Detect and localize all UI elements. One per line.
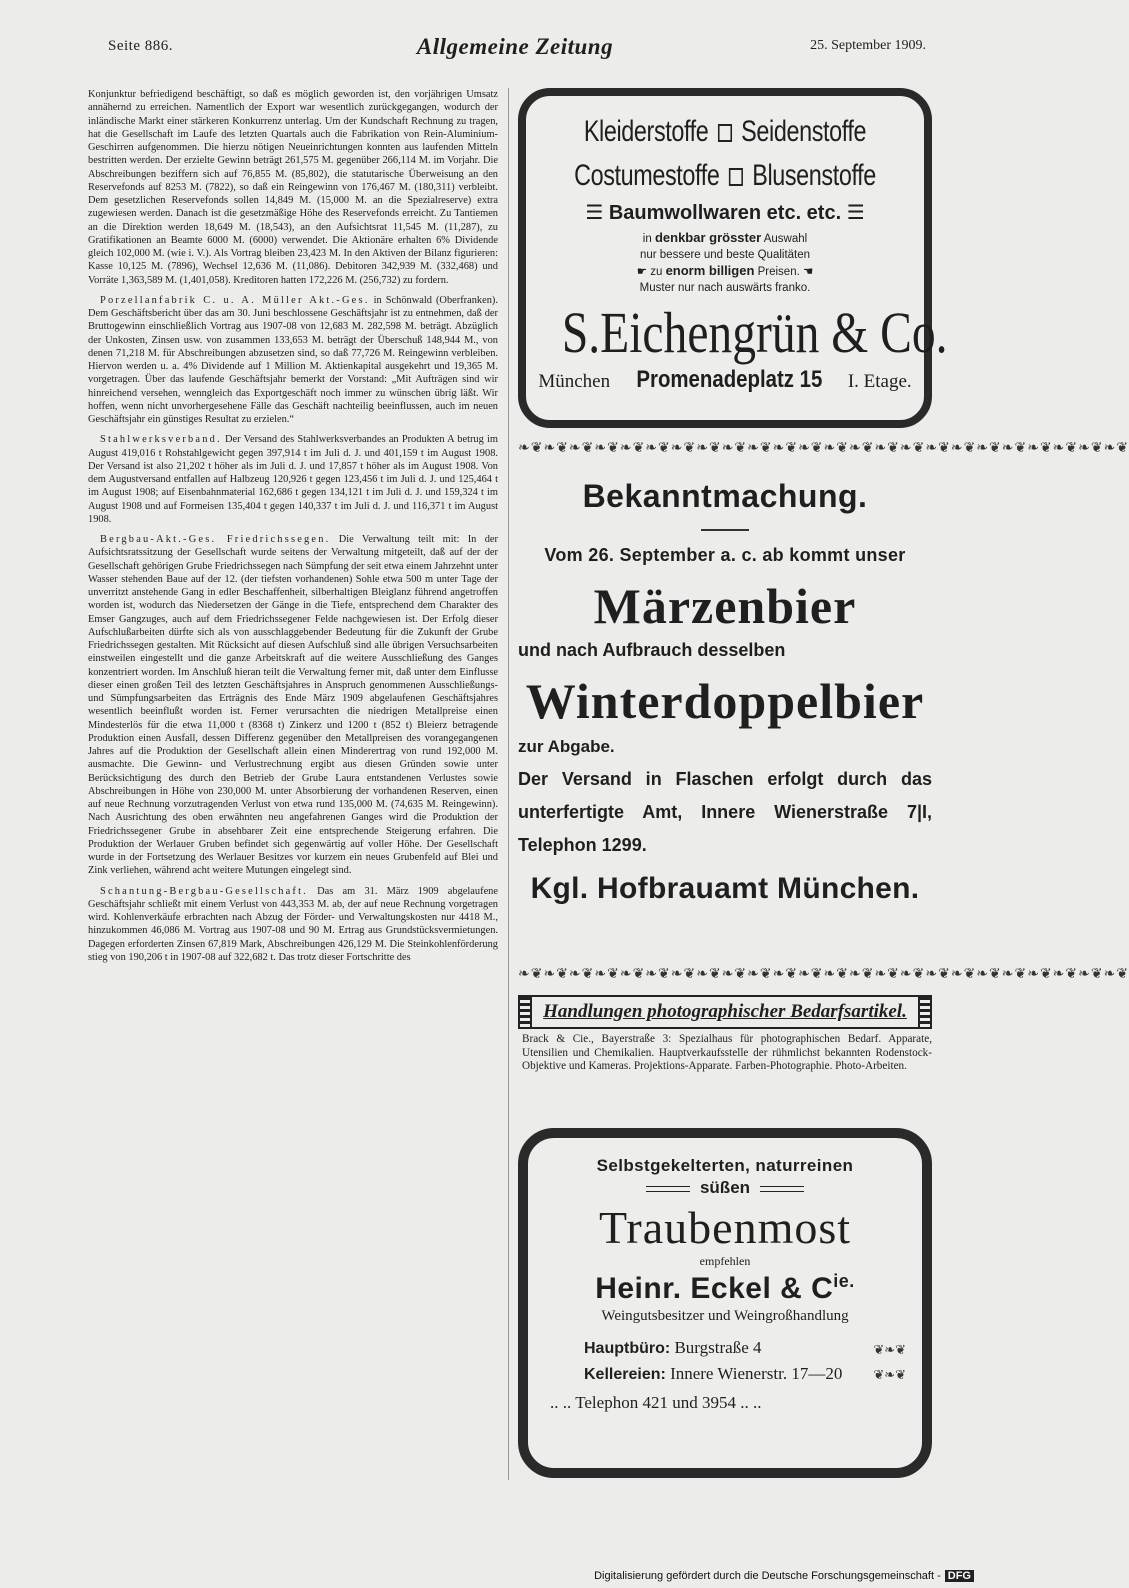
listing-title: Handlungen photographischer Bedarfsartikel. [543,1001,907,1022]
article-text: Der Versand des Stahlwerksverbandes an Produkten A betrug im August 419,016 t Rohstahlgewicht gegen 397,914 t im Juli d. J. und 401,159 t im August 1908. Der Versand ist also 21,202 t höher als im Juli d. J. und 17,857 t höher als im August 1908. Von dem Augustversand entfallen auf Halbzeug 120,926 t gegen 123,456 t im Juli d. J. und 125,464 t im August 1908; auf Eisenbahnmaterial 162,686 t gegen 134,121 t im Juli d. J. und 159,324 t im August 1908 und auf Formeisen 135,404 t gegen 140,337 t im Juli d. J. und 116,371 t im August 1908. [88,434,498,525]
ad-text: ie. [833,1271,855,1291]
address-row [584,1335,922,1361]
ad-text: Vom 26. September a. c. ab kommt unser [544,545,906,565]
ad-row [570,110,880,154]
ad-text: I. Etage. [847,371,912,392]
ad-row [526,230,924,247]
issue-date: 25. September 1909. [810,38,926,53]
ad-text: Hauptbüro: [584,1340,671,1357]
article-text: Die Verwaltung teilt mit: In der Aufsichtsratssitzung der Gesellschaft wurde seitens der Verwaltung mitgeteilt, daß auf der der Gesellschaft gehörigen Grube Friedrichssegen nach Sümpfung der seit etwa einem Jahrzehnt unter Wasser stehenden Baue auf der 12. (der tiefsten vorhandenen) Sohle etwa 500 m unter Tage der unverritzt anstehende Gang in edler Beschaffenheit, silberhaltigen Bleiglanz führend angetroffen worden ist, wodurch das Niedersetzen der Gänge in die Tiefe, entsprechend dem Charakter des Emser Gangzuges, auch auf dem Friedrichssegener Felde nachgewiesen ist. Der Erfolg dieser Aufschlußarbeiten dürfte sich als von ausschlaggebender Bedeutung für die Zukunft der Grube Friedrichssegen gestalten. Mit Rücksicht auf diesen Aufschluß sind alle übrigen Versuchsarbeiten einstweilen eingestellt und die ganze Arbeitskraft auf die weitere Ausschließung des Ganges konzentriert worden. Im Anschluß hieran teilt die Verwaltung ferner mit, daß unter dem Einflusse dieser einen großen Teil des letzten Geschäftsjahres in Anspruch genommenen Ausschließungs- und Sümpfungsarbeiten das Erträgnis des Ende März 1909 abgelaufenen Geschäftsjahres wesentlich beeinflußt worden ist. Ferner verursachten die niedrigen Metallpreise einen Mindesterlös für die etwa 11,000 t (8368 t) Zinkerz und 1200 t (852 t) Bleierz betragende Produktion einen Ausfall, dessen Differenz gegenüber den Metallpreisen des vorangegangenen Jahres auf die Produktion der Gesellschaft allein einen Minderertrag von rund 192,000 M. ausmachte. Die Gewinn- und Verlustrechnung ergibt aus diesen Gründen sowie unter Berücksichtigung des durch den Betrieb der Grube Laura entstandenen Verlustes sowie Abschreibungen in Höhe von 230,000 M. unter Absorbierung der vorhandenen Reserven, einen auf neue Rechnung vorzutragenden Verlust von etwa rund 135,000 M. (74,635 M. Reingewinn). Nach Ausrichtung des oben erwähnten neu angefahrenen Ganges wird die Produktion der Friedrichssegener Grube in absehbarer Zeit eine entsprechende Steigerung erfahren. Die Produktion der Werlauer Gruben befindet sich gegenwärtig auf voller Höhe. Der Gesellschaft wurde in der Fortsetzung des Werlauer Besitzes vor kurzem ein neues Grubenfeld auf Blei und Zink verliehen, während acht weitere Mutungen eingelegt sind. [88,534,499,877]
ad-text: Der Versand in Flaschen erfolgt durch das unterfertigte Amt, Innere Wienerstraße 7|I, Telephon 1299. [518,769,932,855]
phone-line: .. .. Telephon 421 und 3954 .. .. [550,1393,762,1412]
divider [701,529,749,531]
double-rule-icon [760,1186,804,1192]
ad-text: Burgstraße 4 [674,1338,762,1357]
square-bullet-icon [718,124,732,142]
ad-text: süßen [699,1178,751,1197]
article-paragraph [88,294,498,427]
ad-text: München [538,371,611,392]
article-paragraph [88,885,498,965]
ad-text: enorm billigen [665,263,755,278]
digitization-footer [594,1570,974,1582]
ad-row [528,1178,922,1198]
column-divider [508,88,509,1480]
bar-ornament-icon [918,997,930,1027]
ornament-divider-icon: ❧❦❧❦❧❦❧❦❧❦❧❦❧❦❧❦❧❦❧❦❧❦❧❦❧❦❧❦❧❦❧❦❧❦❧❦❧❦❧❦❧❦❧❦❧❦❧❦ [518,440,1129,456]
newspaper-title: Allgemeine Zeitung [416,34,614,59]
ad-text: Costumestoffe [574,159,720,192]
page-number: Seite 886. [108,38,173,54]
article-lead: Stahlwerksverband. [100,434,222,446]
ad-text: Seidenstoffe [741,115,867,148]
photo-supplies-listing [518,995,932,1105]
eichengruen-ad [518,88,948,428]
article-text: Das am 31. März 1909 abgelaufene Geschäftsjahr schließt mit einem Verlust von 443,353 M. ab, der auf neue Rechnung vorgetragen wird. Kohlenverkäufe erbrachten nach Abzug der Förder- und Verwaltungskosten nur 4418 M., hinzukommen 46,086 M. Vortrag aus 1907-08 und 90 M. Ertrag aus Grundstücksvermietungen. Dagegen erforderten Zinsen 67,819 Mark, Abschreibungen 426,129 M. Die Steinkohlenförderung stieg von 190,206 t in 1907-08 auf 322,682 t. Das trotz dieser Fortschritte des [88,885,498,963]
eckel-ad [518,1128,932,1478]
ad-text: denkbar grösster [654,230,762,245]
ad-text: und nach Aufbrauch desselben [518,640,786,660]
ad-text: Kleiderstoffe [583,115,709,148]
ad-text: Preisen. [757,266,800,278]
double-rule-icon [646,1186,690,1192]
notice-signature: Kgl. Hofbrauamt München. [530,872,920,905]
article-lead: Porzellanfabrik C. u. A. Müller Akt.-Ges. [100,294,370,306]
square-bullet-icon [729,168,743,186]
address [526,366,924,396]
firm-name: S.Eichengrün & Co. [561,300,948,365]
ad-text: nur bessere und beste Qualitäten [639,249,811,261]
article-lead: Schantung-Bergbau-Gesellschaft. [100,885,308,897]
pointing-hand-icon: ☛ [636,266,651,278]
bar-ornament-icon [520,997,532,1027]
article-paragraph [88,433,498,526]
hofbrauamt-notice [518,470,932,960]
ornament-divider-icon: ❧❦❧❦❧❦❧❦❧❦❧❦❧❦❧❦❧❦❧❦❧❦❧❦❧❦❧❦❧❦❧❦❧❦❧❦❧❦❧❦❧❦❧❦❧❦❧❦ [518,966,1129,982]
ad-row [526,263,924,280]
triple-bar-icon: ☰ [841,202,865,224]
dfg-logo: DFG [945,1570,974,1582]
article-column [88,88,498,1480]
ad-text: Muster nur nach auswärts franko. [639,282,811,294]
footer-text: Digitalisierung gefördert durch die Deutsche Forschungsgemeinschaft - [594,1570,941,1582]
ad-text: Blusenstoffe [752,159,876,192]
beer-name: Märzenbier [593,578,857,634]
pointing-hand-icon: ☚ [799,266,814,278]
product-name: Traubenmost [598,1202,852,1253]
listing-text: Brack & Cie., Bayerstraße 3: Spezialhaus für photographischen Bedarf. Apparate, Utensilien und Chemikalien. Hauptverkaufsstelle der rühmlichst bekannten Rodenstock-Objektive und Kameras. Projektions-Apparate. Farben-Photographie. Photo-Arbeiten. [522,1033,932,1072]
ornament-icon: ❦❧❦ ❦❧❦ [873,1342,906,1382]
address-row [584,1361,922,1387]
article-paragraph [88,533,498,878]
ad-text: Selbstgekelterten, naturreinen [596,1156,854,1175]
ad-text: Baumwollwaren etc. etc. [608,202,842,224]
listing-header [518,995,932,1029]
article-lead: Bergbau-Akt.-Ges. Friedrichssegen. [100,534,331,545]
article-paragraph: Konjunktur befriedigend beschäftigt, so daß es möglich geworden ist, den vorjährigen Umsatz annähernd zu erreichen. Namentlich der Export war wesentlich zurückgegangen, wodurch der inländische Markt einer stärkeren Konkurrenz unterlag. Um der Kundschaft Rechnung zu tragen, hat die Gesellschaft im Laufe des letzten Quartals auch die Fabrikation von Rein-Aluminium-Geschirren aufgenommen. Die hierzu nötigen Neueinrichtungen konnten aus laufenden Mitteln bestritten werden. Der erzielte Gewinn beträgt 261,575 M. gegenüber 266,114 M. im Vorjahr. Die Abschreibungen beziffern sich auf 76,855 M. (85,802), die statutarische Überweisung an den Reservefonds auf 8253 M. (7822), so daß ein Reingewinn von 176,467 M. (180,311) verbleibt. Dem gesetzlichen Reservefonds sollen 14,849 M. (15,000 M. an die Spezialreserve) extra zugewiesen werden. Danach ist die gesetzmäßige Höhe des Reservefonds erreicht. Zu Tantiemen an die Direktion werden 18,649 M. (18,543), an den Aufsichtsrat 11,545 M. (11,287), zu Gratifikationen an Beamte 6000 M. (6000) verwendet. Die Aktionäre erhalten 6% Dividende gleich 102,000 M. (wie i. V.). Als Vortrag bleiben 23,423 M. In den Aktiven der Bilanz figurieren: Kasse 10,125 M. (7896), Wechsel 12,636 M. (11,086). Debitoren 342,939 M. (332,468) und Vorräte 1,363,589 M. (1,401,058). Kreditoren hatten 172,226 M. (256,732) zu fordern. [88,89,498,286]
article-text: in Schönwald (Oberfranken). Dem Geschäftsbericht über das am 30. Juni beschlossene Geschäftsjahr ist zu entnehmen, daß der Bruttogewinn einschließlich Vortrag aus 1907-08 von 12,683 M. 282,598 M. beträgt. Abzüglich der Unkosten, Zinsen usw. von zusammen 133,653 M. beträgt der Überschuß 148,944 M., von denen 71,218 M. für Abschreibungen abzusetzen sind, so daß 77,726 M. Reingewinn verbleiben. Hiervon werden u. a. 4% Dividende auf 1 Million M. Aktienkapital ausgekehrt und 19,365 M. vorgetragen. Über das laufende Geschäftsjahr bemerkt der Vorstand: „Mit Aufträgen sind wir hinreichend versehen, wenngleich das Exportgeschäft noch immer zu wünschen übrig läßt. Wir hoffen, wenn nicht unvorhergesehene Fälle das Geschäft nachteilig beeinflussen, auch im neuen Geschäftsjahr ein günstiges Resultat zu erzielen.“ [88,294,498,425]
notice-heading: Bekanntmachung. [582,478,868,514]
ad-text: zu [650,266,663,278]
ad-text: empfehlen [699,1254,751,1268]
ad-text: Innere Wienerstr. 17—20 [670,1364,843,1383]
ad-text: Weingutsbesitzer und Weingroßhandlung [601,1308,849,1324]
ad-text: Kellereien: [584,1366,666,1383]
firm-name [528,1271,922,1306]
ad-row [570,154,880,198]
ad-text: Auswahl [763,233,808,245]
page-header [100,34,930,66]
ad-row [526,200,924,226]
ad-text: zur Abgabe. [518,737,615,756]
ad-text: in [642,233,652,245]
address-block [528,1335,922,1387]
ad-text: Promenadeplatz 15 [636,366,822,393]
ad-text: Heinr. Eckel & C [595,1272,834,1305]
triple-bar-icon: ☰ [585,202,609,224]
beer-name: Winterdoppelbier [525,673,925,729]
